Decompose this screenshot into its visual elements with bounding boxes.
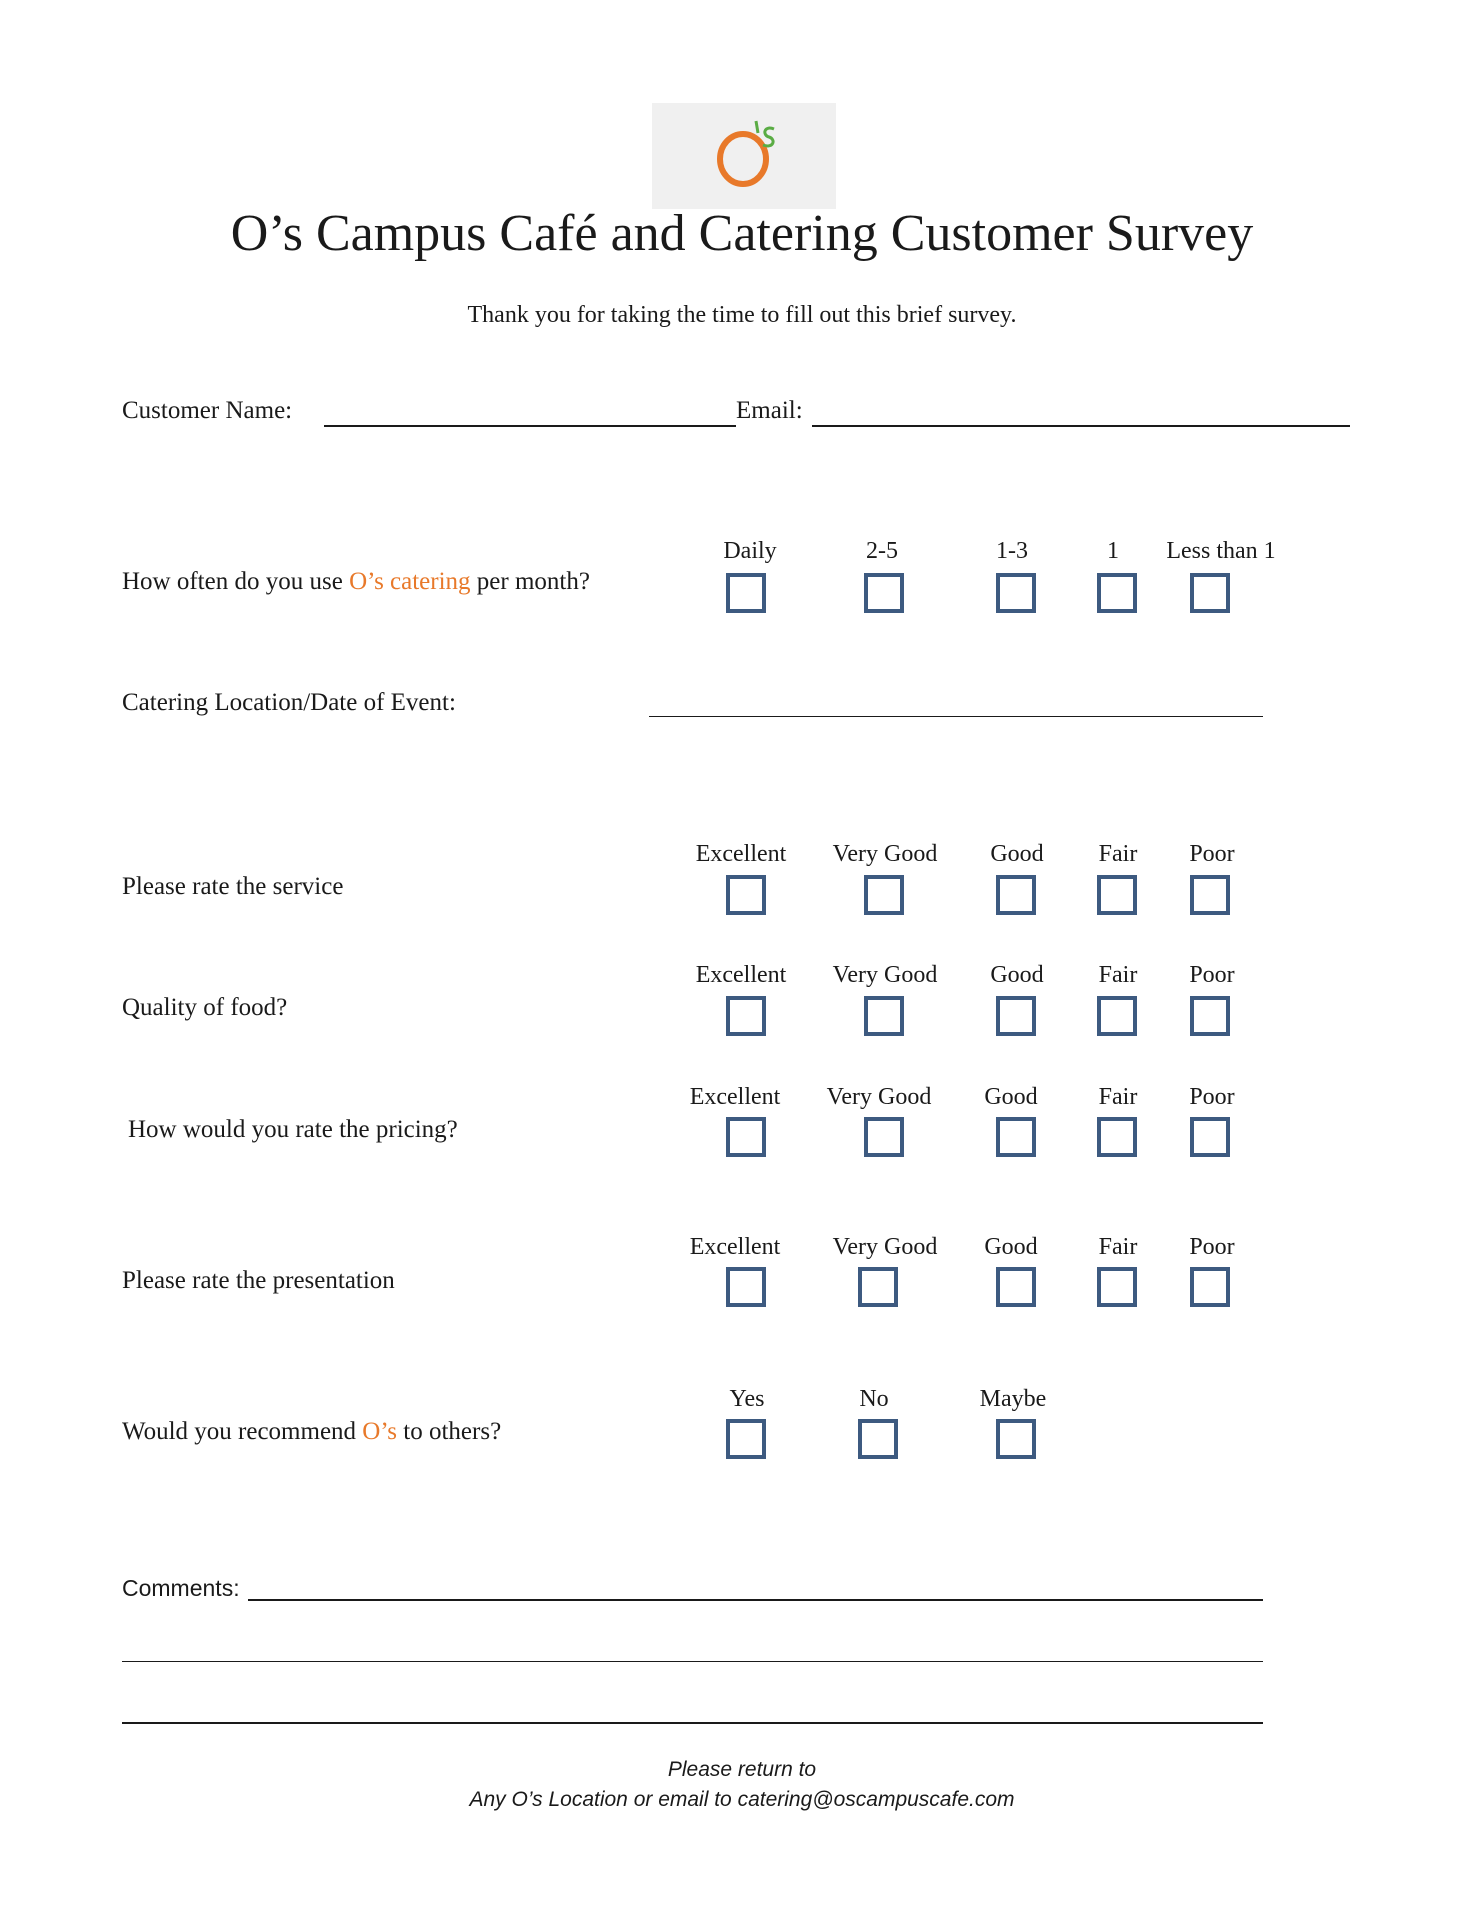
footer-contact-note: Any O’s Location or email to catering@oscampuscafe.com — [469, 1788, 1015, 1811]
service-option-label: Very Good — [832, 841, 938, 867]
recommend-question-suffix: to others? — [397, 1418, 502, 1445]
presentation-very-good-checkbox[interactable] — [858, 1267, 898, 1307]
email-label: Email: — [736, 397, 803, 424]
location-field[interactable] — [649, 716, 1263, 717]
presentation-question: Please rate the presentation — [122, 1267, 395, 1294]
frequency-option-label: 2-5 — [866, 538, 898, 564]
food-option-label: Excellent — [695, 962, 787, 988]
service-good-checkbox[interactable] — [996, 875, 1036, 915]
pricing-very-good-checkbox[interactable] — [864, 1117, 904, 1157]
presentation-fair-checkbox[interactable] — [1097, 1267, 1137, 1307]
frequency-question-text: How often do you use — [122, 568, 350, 595]
food-option-label: Poor — [1189, 962, 1235, 988]
pricing-option-label: Very Good — [826, 1084, 932, 1110]
frequency-question-highlight: O’s catering — [349, 568, 471, 595]
comments-line-1[interactable] — [248, 1599, 1263, 1601]
recommend-question-highlight: O’s — [362, 1418, 398, 1445]
food-option-label: Fair — [1098, 962, 1138, 988]
food-very-good-checkbox[interactable] — [864, 996, 904, 1036]
pricing-option-label: Good — [984, 1084, 1038, 1110]
recommend-option-label: No — [859, 1386, 889, 1412]
presentation-option-label: Good — [984, 1234, 1038, 1260]
page-title: O’s Campus Café and Catering Customer Survey — [230, 205, 1254, 262]
frequency-option-label: 1 — [1107, 538, 1119, 564]
pricing-good-checkbox[interactable] — [996, 1117, 1036, 1157]
presentation-excellent-checkbox[interactable] — [726, 1267, 766, 1307]
frequency-question-suffix: per month? — [470, 568, 590, 595]
pricing-option-label: Excellent — [689, 1084, 781, 1110]
pricing-question: How would you rate the pricing? — [128, 1116, 458, 1143]
recommend-question — [122, 1418, 501, 1446]
recommend-yes-checkbox[interactable] — [726, 1419, 766, 1459]
presentation-option-label: Poor — [1189, 1234, 1235, 1260]
food-question: Quality of food? — [122, 994, 288, 1021]
pricing-excellent-checkbox[interactable] — [726, 1117, 766, 1157]
service-fair-checkbox[interactable] — [1097, 875, 1137, 915]
customer-name-label: Customer Name: — [122, 397, 293, 424]
frequency-less-than-1-checkbox[interactable] — [1190, 573, 1230, 613]
service-question: Please rate the service — [122, 873, 344, 900]
pricing-option-label: Poor — [1189, 1084, 1235, 1110]
frequency-1-3-checkbox[interactable] — [996, 573, 1036, 613]
service-excellent-checkbox[interactable] — [726, 875, 766, 915]
food-option-label: Good — [990, 962, 1044, 988]
recommend-no-checkbox[interactable] — [858, 1419, 898, 1459]
presentation-option-label: Very Good — [832, 1234, 938, 1260]
food-good-checkbox[interactable] — [996, 996, 1036, 1036]
service-option-label: Excellent — [695, 841, 787, 867]
customer-name-field[interactable] — [324, 425, 736, 427]
recommend-question-text: Would you recommend — [122, 1418, 363, 1445]
service-option-label: Poor — [1189, 841, 1235, 867]
recommend-option-label: Yes — [729, 1386, 765, 1412]
comments-line-3[interactable] — [122, 1722, 1263, 1724]
footer-return-note: Please return to — [667, 1758, 817, 1781]
food-fair-checkbox[interactable] — [1097, 996, 1137, 1036]
service-option-label: Fair — [1098, 841, 1138, 867]
frequency-daily-checkbox[interactable] — [726, 573, 766, 613]
logo — [652, 103, 836, 209]
food-excellent-checkbox[interactable] — [726, 996, 766, 1036]
frequency-2-5-checkbox[interactable] — [864, 573, 904, 613]
pricing-option-label: Fair — [1098, 1084, 1138, 1110]
frequency-option-label: Less than 1 — [1166, 538, 1276, 564]
os-logo-icon — [652, 103, 836, 209]
recommend-maybe-checkbox[interactable] — [996, 1419, 1036, 1459]
service-poor-checkbox[interactable] — [1190, 875, 1230, 915]
location-label: Catering Location/Date of Event: — [122, 689, 456, 716]
frequency-question — [122, 568, 590, 596]
service-option-label: Good — [990, 841, 1044, 867]
presentation-option-label: Excellent — [689, 1234, 781, 1260]
food-poor-checkbox[interactable] — [1190, 996, 1230, 1036]
recommend-option-label: Maybe — [979, 1386, 1047, 1412]
pricing-poor-checkbox[interactable] — [1190, 1117, 1230, 1157]
frequency-option-label: 1-3 — [996, 538, 1028, 564]
service-very-good-checkbox[interactable] — [864, 875, 904, 915]
frequency-option-label: Daily — [723, 538, 777, 564]
pricing-fair-checkbox[interactable] — [1097, 1117, 1137, 1157]
frequency-1-checkbox[interactable] — [1097, 573, 1137, 613]
presentation-good-checkbox[interactable] — [996, 1267, 1036, 1307]
presentation-poor-checkbox[interactable] — [1190, 1267, 1230, 1307]
presentation-option-label: Fair — [1098, 1234, 1138, 1260]
food-option-label: Very Good — [832, 962, 938, 988]
comments-label: Comments: — [122, 1575, 240, 1601]
email-field[interactable] — [812, 425, 1350, 427]
comments-line-2[interactable] — [122, 1661, 1263, 1662]
page-subtitle: Thank you for taking the time to fill out this brief survey. — [467, 302, 1017, 328]
